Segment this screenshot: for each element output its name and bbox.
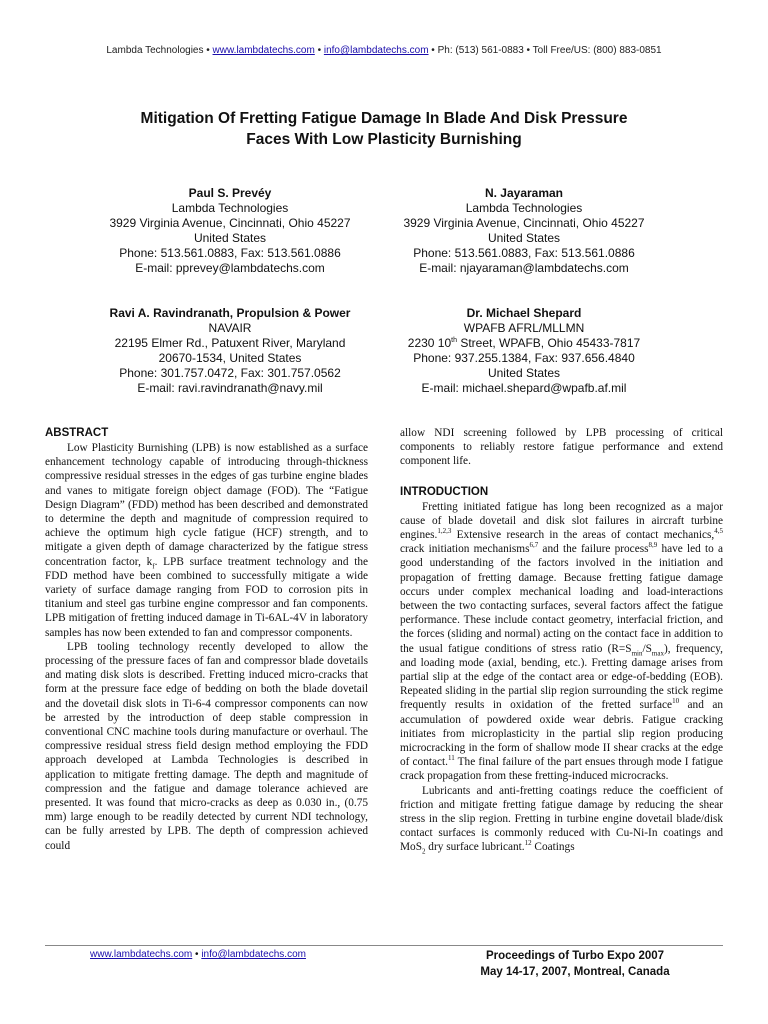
author-phone: Phone: 937.255.1384, Fax: 937.656.4840 — [413, 351, 635, 365]
author-address: 22195 Elmer Rd., Patuxent River, Maryland — [114, 336, 346, 350]
page-header: Lambda Technologies • www.lambdatechs.com • info@lambdatechs.com • Ph: (513) 561-0883 • Toll Free/US: (800) 883-0851 — [106, 45, 662, 56]
header-email-link[interactable]: info@lambdatechs.com — [323, 45, 429, 56]
author-email: E-mail: pprevey@lambdatechs.com — [135, 261, 325, 275]
header-phone: Ph: (513) 561-0883 — [437, 45, 524, 56]
author-name: Paul S. Prevéy — [188, 186, 272, 200]
author-phone: Phone: 513.561.0883, Fax: 513.561.0886 — [413, 246, 635, 260]
author-country: 20670-1534, United States — [158, 351, 302, 365]
footer-email-link[interactable]: info@lambdatechs.com — [201, 949, 306, 960]
footer-divider — [45, 945, 723, 946]
author-org: Lambda Technologies — [465, 201, 583, 215]
author-country: United States — [487, 366, 561, 380]
proceedings-title: Proceedings of Turbo Expo 2007 — [485, 950, 665, 962]
author-country: United States — [487, 231, 561, 245]
abstract-heading: ABSTRACT — [45, 427, 109, 439]
abstract-paragraph-2: LPB tooling technology recently developed to allow the processing of the pressure faces of fan and compressor blade dovetails and mating disk slots is described. Fretting induced micro-cracks that form at the pressure face edge of bedding on both the blade dovetail and the dovetail disk slots in Ti-6-4 compressor components can now be arrested by the introduction of deep stable compression in conventional CNC machine tools during manufacture or overhaul. The compressive residual stress field design method employing the FDD approach developed at Lambda Technologies is described in application to mitigate fretting damage. The depth and magnitude of compression and the fatigue and damage tolerance achieved are presented. It was found that micro-cracks as deep as 0.030 in., (0.75 mm) large enough to be readily detected by current NDI technology, can be fully arrested by LPB. The depth of compression achieved could — [45, 640, 368, 852]
proceedings-date: May 14-17, 2007, Montreal, Canada — [480, 966, 670, 978]
header-company: Lambda Technologies — [106, 45, 204, 56]
column-left — [45, 426, 368, 931]
author-block-jayaraman — [374, 186, 674, 276]
introduction-paragraph-1: Fretting initiated fatigue has long been recognized as a major cause of blade dovetail and disk slot failures in aircraft turbine engines.$^{1,2,3}$ Extensive research in the areas of contact mechanics,$^{4,5}$ crack initiation mechanisms$^{6,7}$ and the failure process$^{8,9}$ have led to a good understanding of the factors involved in the initiation and propagation of fretting damage. Because fretting fatigue damage occurs under complex mechanical loading and load-interactions between the two contacting surfaces, several factors affect the fatigue performance. These include contact geometry, interfacial friction, and the forces (sliding and normal) acting on the contact face in addition to the usual fatigue conditions of stress ratio $(R=S_{min}/S_{max})$, frequency, and loading mode (axial, bending, etc.). Fretting damage arises from partial slip at the edge of the contact area or edge-of-bedding (EOB). Repeated sliding in the partial slip region surrounding the stick regime frequently results in oxidation of the fretted surface$^{10}$ and an accumulation of powdered oxide wear debris. Fatigue cracking initiates from microplasticity in the partial slip region producing microcracking in the form of shallow mode II shear cracks at the edge of contact.$^{11}$ The final failure of the part ensues through mode I fatigue crack propagation from these fretting-induced microcracks. — [400, 500, 723, 783]
author-org: NAVAIR — [208, 321, 252, 335]
author-address: 2230 10th Street, WPAFB, Ohio 45433-7817 — [407, 336, 641, 350]
author-org: Lambda Technologies — [171, 201, 289, 215]
author-org: WPAFB AFRL/MLLMN — [463, 321, 585, 335]
author-phone: Phone: 513.561.0883, Fax: 513.561.0886 — [119, 246, 341, 260]
author-block-prevey — [80, 186, 380, 276]
author-email: E-mail: michael.shepard@wpafb.af.mil — [421, 381, 627, 395]
author-address: 3929 Virginia Avenue, Cincinnati, Ohio 45227 — [109, 216, 351, 230]
abstract-paragraph-1: Low Plasticity Burnishing (LPB) is now established as a surface enhancement technology capable of introducing through-thickness compressive residual stresses in the edges of gas turbine engine blades and vanes to mitigate foreign object damage (FOD). The “Fatigue Design Diagram” (FDD) method has been described and demonstrated to determine the depth and magnitude of compression required to achieve the optimum high cycle fatigue (HCF) strength, and to mitigate a given depth of damage characterized by the fatigue stress concentration factor, $k_f$. LPB surface treatment technology and the FDD method have been combined to successfully mitigate a wide variety of surface damage ranging from FOD to corrosion pits in titanium and steel gas turbine engine compressor and fan components. LPB mitigation of fretting induced damage in Ti-6AL-4V in laboratory samples has now been extended to fan and compressor components. — [45, 442, 368, 639]
header-website-link[interactable]: www.lambdatechs.com — [212, 45, 315, 56]
introduction-paragraph-2: Lubricants and anti-fretting coatings reduce the coefficient of friction and mitigate fretting fatigue damage by reducing the shear stress in the slip region. Fretting in turbine engine dovetail blade/disk contact surfaces is commonly reduced with Cu-Ni-In coatings and MoS$_2$ dry surface lubricant.$^{12}$ Coatings — [400, 784, 723, 856]
author-email: E-mail: ravi.ravindranath@navy.mil — [137, 381, 323, 395]
footer-proceedings — [440, 948, 710, 980]
author-name: Ravi A. Ravindranath, Propulsion & Power — [109, 306, 351, 320]
footer-website-link[interactable]: www.lambdatechs.com — [90, 949, 193, 960]
author-address: 3929 Virginia Avenue, Cincinnati, Ohio 45227 — [403, 216, 645, 230]
author-name: Dr. Michael Shepard — [466, 306, 582, 320]
author-country: United States — [193, 231, 267, 245]
introduction-heading: INTRODUCTION — [400, 485, 489, 498]
footer-links: www.lambdatechs.com • info@lambdatechs.com — [90, 949, 306, 960]
author-block-ravindranath — [80, 306, 380, 396]
author-phone: Phone: 301.757.0472, Fax: 301.757.0562 — [119, 366, 341, 380]
author-block-shepard — [374, 306, 674, 396]
paper-title: Mitigation Of Fretting Fatigue Damage In Blade And Disk Pressure Faces With Low Plasticity Burnishing — [140, 110, 628, 148]
abstract-continuation: allow NDI screening followed by LPB processing of critical components to reliably restore fatigue performance and extend component life. — [400, 427, 723, 468]
header-tollfree: Toll Free/US: (800) 883-0851 — [532, 45, 662, 56]
column-right — [400, 426, 723, 931]
author-email: E-mail: njayaraman@lambdatechs.com — [419, 261, 629, 275]
author-name: N. Jayaraman — [484, 186, 564, 200]
